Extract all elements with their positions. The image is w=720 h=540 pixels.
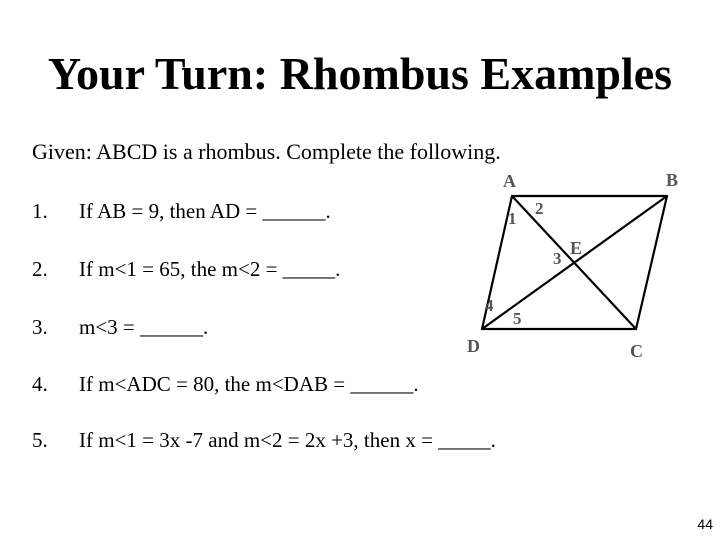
angle-label-4: 4: [485, 296, 494, 315]
angle-label-2: 2: [535, 199, 544, 218]
given-statement: Given: ABCD is a rhombus. Complete the following.: [32, 139, 501, 164]
vertex-label-d: D: [467, 336, 480, 356]
vertex-label-a: A: [503, 171, 516, 191]
question-number: 1.: [32, 199, 48, 223]
question-text: m<3 = ______.: [79, 315, 209, 339]
page-number: 44: [697, 516, 713, 532]
question-number: 4.: [32, 372, 48, 396]
question-text: If m<1 = 65, the m<2 = _____.: [79, 257, 341, 281]
angle-label-3: 3: [553, 249, 562, 268]
vertex-label-c: C: [630, 341, 643, 361]
question-number: 5.: [32, 428, 48, 452]
angle-label-5: 5: [513, 309, 522, 328]
question-text: If AB = 9, then AD = ______.: [79, 199, 331, 223]
vertex-label-b: B: [666, 170, 679, 190]
question-number: 2.: [32, 257, 48, 281]
question-number: 3.: [32, 315, 48, 339]
vertex-label-e: E: [570, 238, 583, 258]
question-text: If m<1 = 3x -7 and m<2 = 2x +3, then x = _____.: [79, 428, 496, 452]
slide-title: Your Turn: Rhombus Examples: [47, 48, 673, 99]
angle-label-1: 1: [508, 209, 517, 228]
question-text: If m<ADC = 80, the m<DAB = ______.: [79, 372, 419, 396]
